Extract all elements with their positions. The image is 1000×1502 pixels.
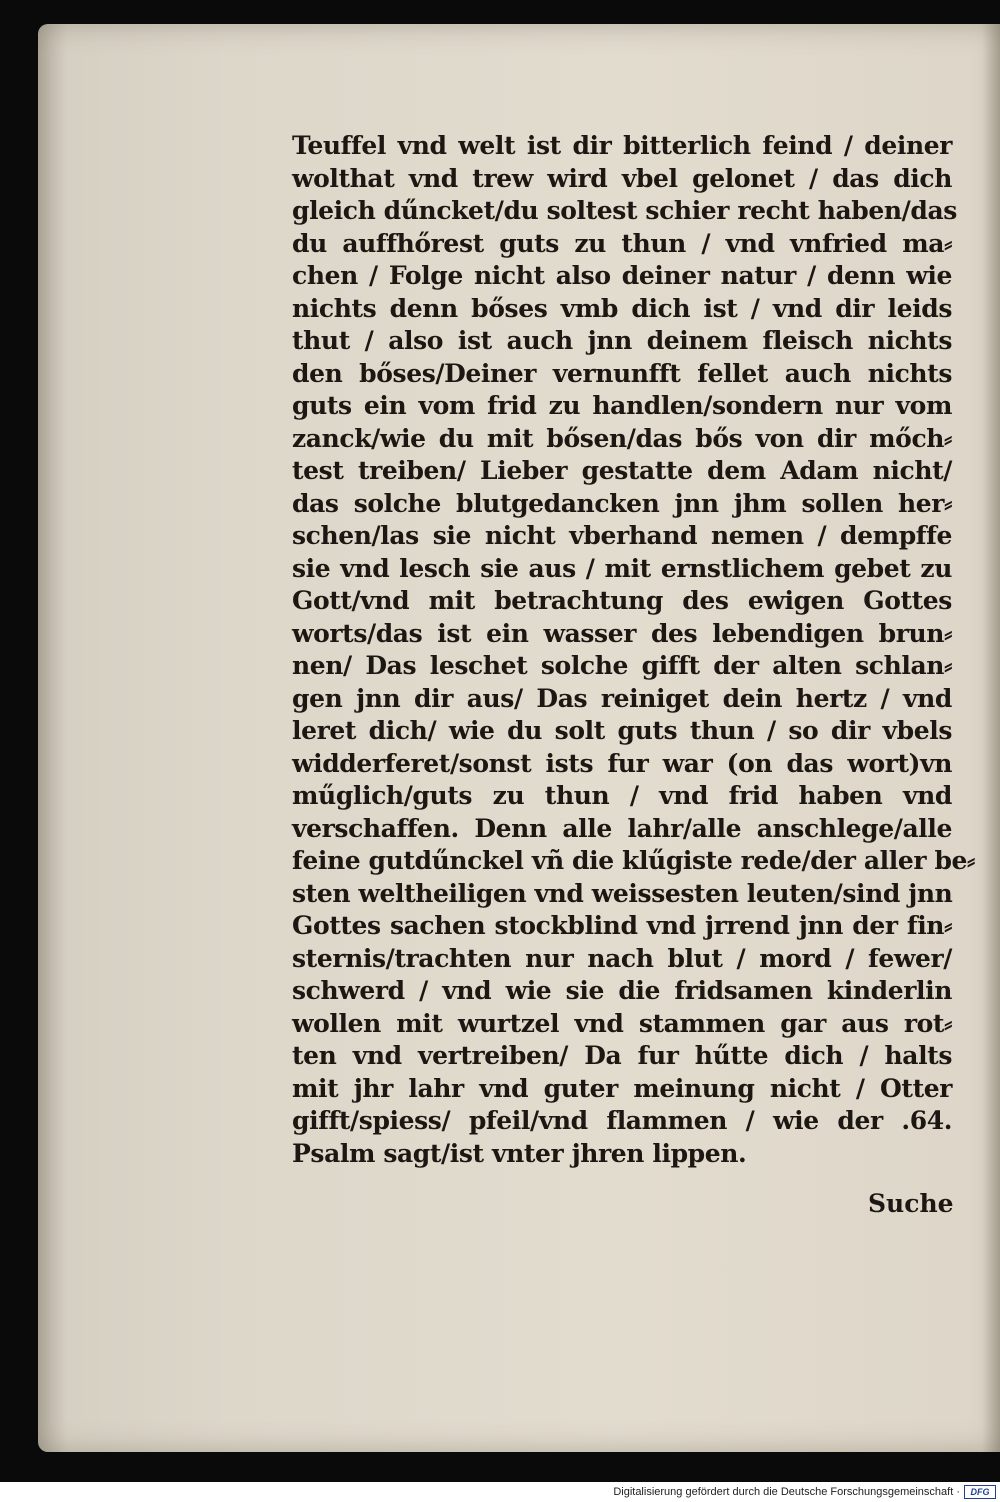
- text-line: worts/das ist ein wasser des lebendigen brun⸗: [292, 618, 952, 648]
- text-line: wollen mit wurtzel vnd stammen gar aus rot⸗: [292, 1008, 952, 1038]
- text-line: sie vnd lesch sie aus / mit ernstlichem gebet zu: [292, 553, 952, 583]
- text-line: das solche blutgedancken jnn jhm sollen her⸗: [292, 488, 952, 518]
- text-line: wolthat vnd trew wird vbel gelonet / das dich: [292, 163, 952, 193]
- text-line: Teuffel vnd welt ist dir bitterlich feind / deiner: [292, 131, 952, 160]
- text-line: nen/ Das leschet solche gifft der alten schlan⸗: [292, 651, 952, 680]
- text-line: sten weltheiligen vnd weissesten leuten/sind jnn: [292, 878, 953, 908]
- text-line: den bőses/Deiner vernunfft fellet auch nichts: [292, 358, 952, 388]
- text-line: gleich dűncket/du soltest schier recht haben/das: [292, 196, 957, 225]
- text-line: widderferet/sonst ists fur war (on das wort)vn: [292, 748, 952, 778]
- text-line: műglich/guts zu thun / vnd frid haben vnd: [292, 781, 952, 810]
- text-line: feine gutdűnckel vñ die klűgiste rede/der aller be⸗: [292, 846, 975, 875]
- text-line: Gott/vnd mit betrachtung des ewigen Gottes: [292, 586, 952, 615]
- text-line: schen/las sie nicht vberhand nemen / dempffe: [292, 521, 952, 550]
- text-line: schwerd / vnd wie sie die fridsamen kinderlin: [292, 976, 952, 1005]
- text-line: Psalm sagt/ist vnter jhren lippen.: [292, 1138, 747, 1168]
- dfg-logo-icon: DFG: [964, 1485, 996, 1499]
- text-line: gifft/spiess/ pfeil/vnd flammen / wie der .64.: [292, 1106, 952, 1135]
- catchword: Suche: [868, 1189, 954, 1218]
- text-line: du auffhőrest guts zu thun / vnd vnfried ma⸗: [292, 228, 952, 258]
- text-line: thut / also ist auch jnn deinem fleisch nichts: [292, 326, 952, 355]
- text-line: chen / Folge nicht also deiner natur / denn wie: [292, 261, 952, 290]
- page-text-block: [292, 130, 975, 1170]
- text-line: nichts denn bőses vmb dich ist / vnd dir leids: [292, 293, 952, 323]
- text-line: mit jhr lahr vnd guter meinung nicht / Otter: [292, 1073, 952, 1103]
- text-line: zanck/wie du mit bősen/das bős von dir mőch⸗: [292, 423, 952, 453]
- text-line: sternis/trachten nur nach blut / mord / fewer/: [292, 943, 952, 973]
- text-line: verschaffen. Denn alle lahr/alle anschlege/alle: [292, 813, 952, 843]
- text-line: gen jnn dir aus/ Das reiniget dein hertz / vnd: [292, 683, 952, 713]
- footer-bar: [0, 1482, 1000, 1502]
- page-spine-shadow: [982, 24, 1000, 1452]
- text-line: leret dich/ wie du solt guts thun / so dir vbels: [292, 716, 952, 745]
- text-line: test treiben/ Lieber gestatte dem Adam nicht/: [292, 456, 952, 485]
- text-line: Gottes sachen stockblind vnd jrrend jnn der fin⸗: [292, 911, 952, 940]
- funding-credit: Digitalisierung gefördert durch die Deutsche Forschungsgemeinschaft ·: [613, 1486, 960, 1498]
- text-line: ten vnd vertreiben/ Da fur hűtte dich / halts: [292, 1041, 952, 1070]
- text-line: guts ein vom frid zu handlen/sondern nur vom: [292, 391, 952, 420]
